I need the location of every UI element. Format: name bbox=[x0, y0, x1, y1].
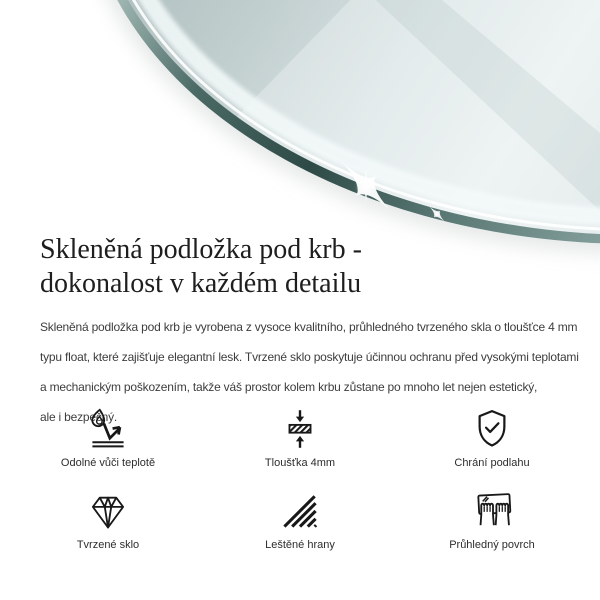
description-line: a mechanickým poškozením, takže váš prostor kolem krbu zůstane po mnoho let nejen estetický, bbox=[40, 380, 538, 394]
description-line: Skleněná podložka pod krb je vyrobena z vysoce kvalitního, průhledného tvrzeného skla o tloušťce 4 mm bbox=[40, 320, 578, 334]
diamond-icon bbox=[84, 489, 132, 533]
feature-heat-resistant bbox=[12, 407, 204, 470]
hands-glass-icon bbox=[468, 489, 516, 533]
feature-grid bbox=[0, 407, 600, 552]
feature-label: Průhledný povrch bbox=[449, 539, 535, 551]
feature-tempered-glass bbox=[12, 489, 204, 552]
description-line: typu float, které zajišťuje elegantní lesk. Tvrzené sklo poskytuje účinnou ochranu před vysokými teplotami bbox=[40, 350, 579, 364]
feature-label: Chrání podlahu bbox=[454, 457, 530, 469]
feature-label: Odolné vůči teplotě bbox=[60, 457, 156, 469]
heat-resistant-icon bbox=[84, 407, 132, 451]
feature-transparent-surface bbox=[396, 489, 588, 552]
feature-label: Tvrzené sklo bbox=[76, 539, 140, 551]
feature-protects-floor bbox=[396, 407, 588, 470]
feature-label: Leštěné hrany bbox=[265, 539, 335, 551]
page-title bbox=[40, 233, 560, 301]
page-title-line1: Skleněná podložka pod krb - bbox=[40, 234, 362, 265]
feature-label: Tloušťka 4mm bbox=[264, 457, 336, 469]
description-line: ale i bezpečný. bbox=[40, 410, 118, 424]
shield-check-icon bbox=[468, 407, 516, 451]
feature-polished-edges bbox=[204, 489, 396, 552]
polished-edges-icon bbox=[276, 489, 324, 533]
thickness-icon bbox=[276, 407, 324, 451]
feature-thickness bbox=[204, 407, 396, 470]
page-title-line2: dokonalost v každém detailu bbox=[40, 268, 362, 299]
